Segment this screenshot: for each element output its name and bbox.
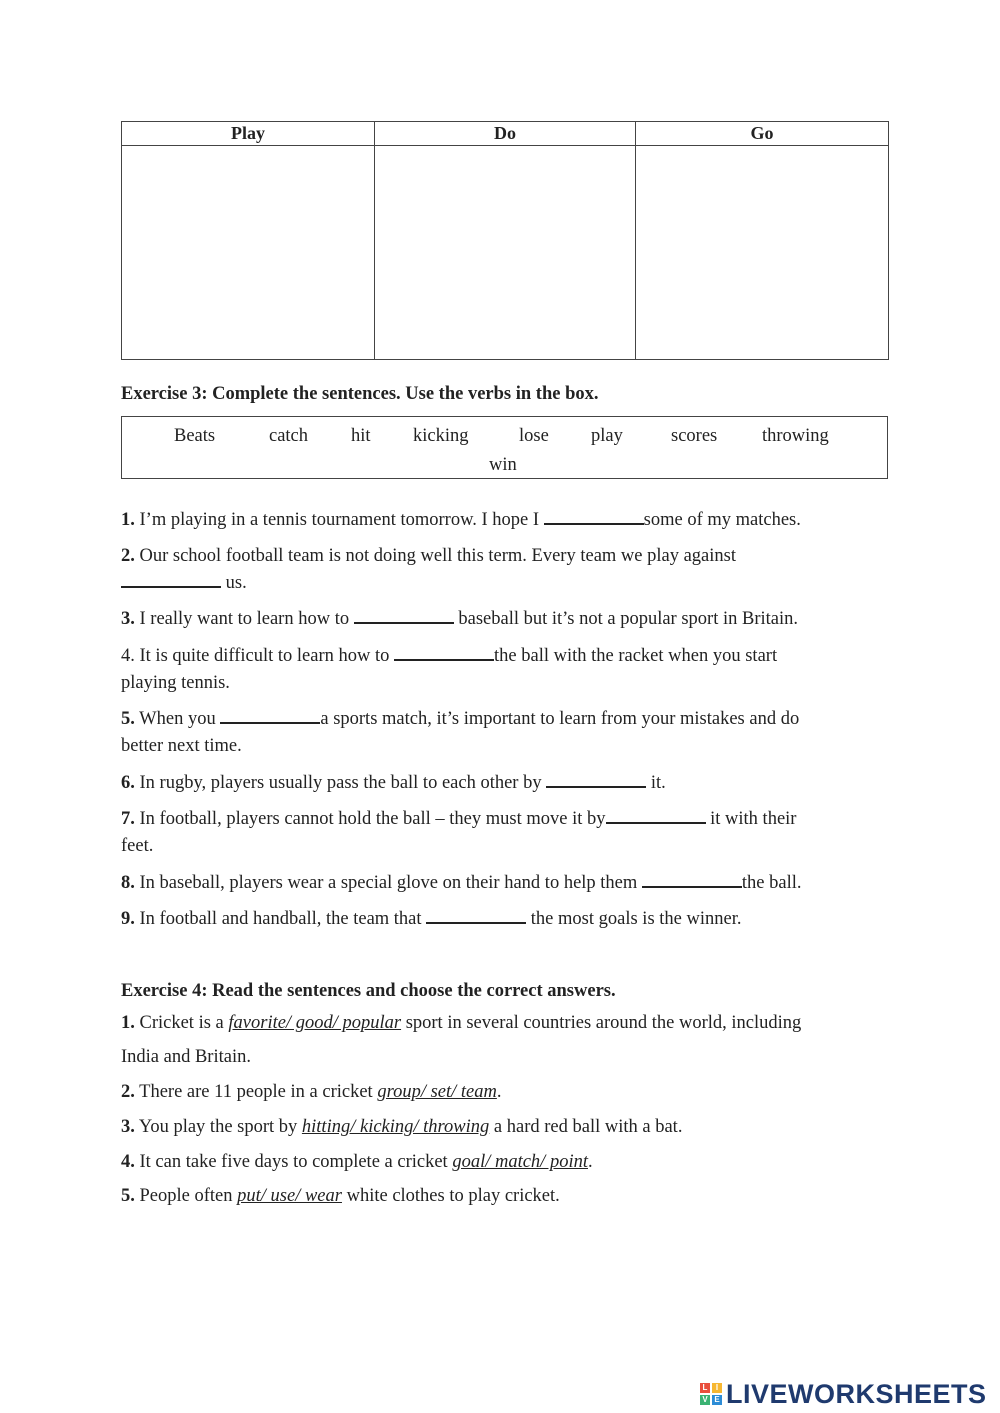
ex3-item-2: 2. Our school football team is not doing well this term. Every team we play against [121, 546, 736, 566]
cell-play[interactable] [122, 146, 375, 360]
header-play: Play [122, 122, 375, 146]
choice-options-2[interactable]: group/ set/ team [377, 1082, 497, 1102]
logo-mark-v: V [700, 1395, 710, 1405]
answer-blank-9[interactable] [426, 921, 526, 924]
exercise3-heading: Exercise 3: Complete the sentences. Use the verbs in the box. [121, 384, 599, 404]
ex4-item-3: 3. You play the sport by hitting/ kicking/ throwing a hard red ball with a bat. [121, 1117, 683, 1137]
logo-mark-icon [700, 1383, 722, 1405]
ex3-item-6: 6. In rugby, players usually pass the ball to each other by it. [121, 773, 666, 793]
choice-options-1[interactable]: favorite/ good/ popular [228, 1013, 402, 1033]
header-do: Do [375, 122, 636, 146]
answer-blank-3[interactable] [354, 621, 454, 624]
logo-mark-i: I [712, 1383, 722, 1393]
choice-options-5[interactable]: put/ use/ wear [237, 1186, 342, 1206]
logo-mark-e: E [712, 1395, 722, 1405]
ex4-item-4: 4. It can take five days to complete a cricket goal/ match/ point. [121, 1152, 593, 1172]
ex3-item-8: 8. In baseball, players wear a special glove on their hand to help them the ball. [121, 873, 802, 893]
word-scores: scores [671, 426, 718, 446]
ex3-item-4: 4. It is quite difficult to learn how to the ball with the racket when you start [121, 646, 778, 666]
word-beats: Beats [174, 426, 216, 446]
ex3-item-3: 3. I really want to learn how to baseball but it’s not a popular sport in Britain. [121, 609, 798, 629]
answer-blank-7[interactable] [606, 821, 706, 824]
word-kicking: kicking [413, 426, 469, 446]
answer-blank-5[interactable] [220, 721, 320, 724]
logo-mark-l: L [700, 1383, 710, 1393]
word-throwing: throwing [762, 426, 829, 446]
cell-go[interactable] [636, 146, 889, 360]
ex3-item-1: 1. I’m playing in a tennis tournament tomorrow. I hope I some of my matches. [121, 510, 801, 530]
ex3-item-4-line2: playing tennis. [121, 673, 230, 693]
word-catch: catch [269, 426, 309, 446]
ex3-item-7-line2: feet. [121, 836, 154, 856]
answer-blank-6[interactable] [546, 785, 646, 788]
ex4-item-5: 5. People often put/ use/ wear white clothes to play cricket. [121, 1186, 560, 1206]
answer-blank-8[interactable] [642, 885, 742, 888]
ex3-item-9: 9. In football and handball, the team that the most goals is the winner. [121, 909, 742, 929]
answer-blank-4[interactable] [394, 658, 494, 661]
exercise4-heading: Exercise 4: Read the sentences and choose the correct answers. [121, 981, 616, 1001]
word-hit: hit [351, 426, 371, 446]
word-box [121, 416, 888, 479]
ex3-item-5: 5. When you a sports match, it’s important to learn from your mistakes and do [121, 709, 800, 729]
ex4-item-2: 2. There are 11 people in a cricket group/ set/ team. [121, 1082, 502, 1102]
choice-options-4[interactable]: goal/ match/ point [452, 1152, 588, 1172]
ex3-item-5-line2: better next time. [121, 736, 242, 756]
ex4-item-1: 1. Cricket is a favorite/ good/ popular sport in several countries around the world, including [121, 1013, 802, 1033]
choice-options-3[interactable]: hitting/ kicking/ throwing [301, 1117, 490, 1137]
header-go: Go [636, 122, 889, 146]
word-win: win [489, 455, 517, 475]
ex3-item-2-line2: us. [121, 573, 247, 594]
ex4-item-1-line2: India and Britain. [121, 1047, 251, 1067]
word-play: play [591, 426, 623, 446]
word-lose: lose [519, 426, 549, 446]
cell-do[interactable] [375, 146, 636, 360]
answer-blank-2[interactable] [121, 585, 221, 588]
answer-blank-1[interactable] [544, 522, 644, 525]
category-table [121, 121, 889, 360]
liveworksheets-logo [700, 1378, 987, 1410]
ex3-item-7: 7. In football, players cannot hold the ball – they must move it by it with their [121, 809, 797, 829]
logo-text: LIVEWORKSHEETS [726, 1378, 987, 1409]
